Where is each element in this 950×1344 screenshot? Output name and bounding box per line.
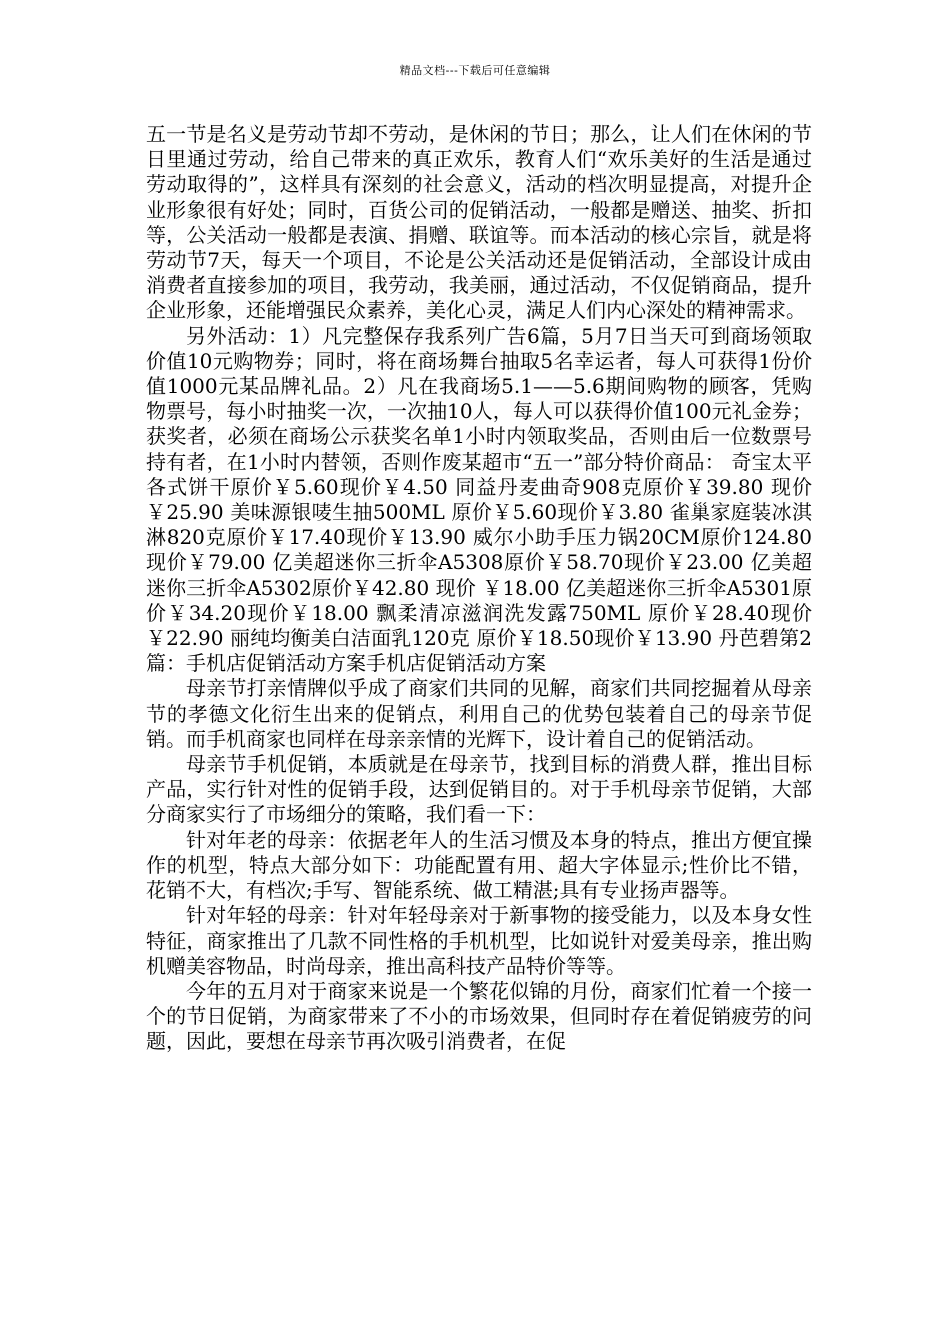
paragraph-4: 母亲节手机促销，本质就是在母亲节，找到目标的消费人群，推出目标产品，实行针对性的促销手段，达到促销目的。对于手机母亲节促销，大部分商家实行了市场细分的策略，我们看一下： (146, 752, 812, 827)
paragraph-2: 另外活动：1）凡完整保存我系列广告6篇，5月7日当天可到商场领取价值10元购物券；同时，将在商场舞台抽取5名幸运者，每人可获得1份价值1000元某品牌礼品。2）凡在我商场5.1——5.6期间购物的顾客，凭购物票号，每小时抽奖一次，一次抽10人，每人可以获得价值100元礼金券；获奖者，必须在商场公示获奖名单1小时内领取奖品，否则由后一位数票号持有者，在1小时内替领，否则作废某超市“五一”部分特价商品： 奇宝太平各式饼干原价￥5.60现价￥4.50 同益丹麦曲奇908克原价￥39.80 现价￥25.90 美味源银唛生抽500ML 原价￥5.60现价￥3.80 雀巢家庭装冰淇淋820克原价￥17.40现价￥13.90 威尔小助手压力锅20CM原价124.80 现价￥79.00 亿美超迷你三折伞A5308原价￥58.70现价￥23.00 亿美超迷你三折伞A5302原价￥42.80 现价 ￥18.00 亿美超迷你三折伞A5301原价￥34.20现价￥18.00 飘柔清凉滋润洗发露750ML 原价￥28.40现价￥22.90 丽纯均衡美白洁面乳120克 原价￥18.50现价￥13.90 丹芭碧第2篇：手机店促销活动方案手机店促销活动方案 (146, 323, 812, 676)
document-body (146, 122, 812, 1055)
paragraph-3: 母亲节打亲情牌似乎成了商家们共同的见解，商家们共同挖掘着从母亲节的孝德文化衍生出来的促销点，利用自己的优势包装着自己的母亲节促销。而手机商家也同样在母亲亲情的光辉下，设计着自己的促销活动。 (146, 676, 812, 751)
paragraph-5: 针对年老的母亲：依据老年人的生活习惯及本身的特点，推出方便宜操作的机型，特点大部分如下：功能配置有用、超大字体显示;性价比不错，花销不大，有档次;手写、智能系统、做工精湛;具有专业扬声器等。 (146, 827, 812, 903)
page-header: 精品文档---下载后可任意编辑 (399, 64, 551, 77)
paragraph-6: 针对年轻的母亲：针对年轻母亲对于新事物的接受能力，以及本身女性特征，商家推出了几款不同性格的手机机型，比如说针对爱美母亲，推出购机赠美容物品，时尚母亲，推出高科技产品特价等等。 (146, 903, 812, 978)
paragraph-7: 今年的五月对于商家来说是一个繁花似锦的月份，商家们忙着一个接一个的节日促销，为商家带来了不小的市场效果，但同时存在着促销疲劳的问题，因此，要想在母亲节再次吸引消费者，在促 (146, 978, 812, 1054)
paragraph-1: 五一节是名义是劳动节却不劳动，是休闲的节日；那么，让人们在休闲的节日里通过劳动，给自己带来的真正欢乐，教育人们“欢乐美好的生活是通过劳动取得的”，这样具有深刻的社会意义，活动的档次明显提高，对提升企业形象很有好处；同时，百货公司的促销活动，一般都是赠送、抽奖、折扣等，公关活动一般都是表演、捐赠、联谊等。而本活动的核心宗旨，就是将劳动节7天，每天一个项目，不论是公关活动还是促销活动，全部设计成由消费者直接参加的项目，我劳动，我美丽，通过活动，不仅促销商品，提升企业形象，还能增强民众素养，美化心灵，满足人们内心深处的精神需求。 (146, 122, 812, 323)
